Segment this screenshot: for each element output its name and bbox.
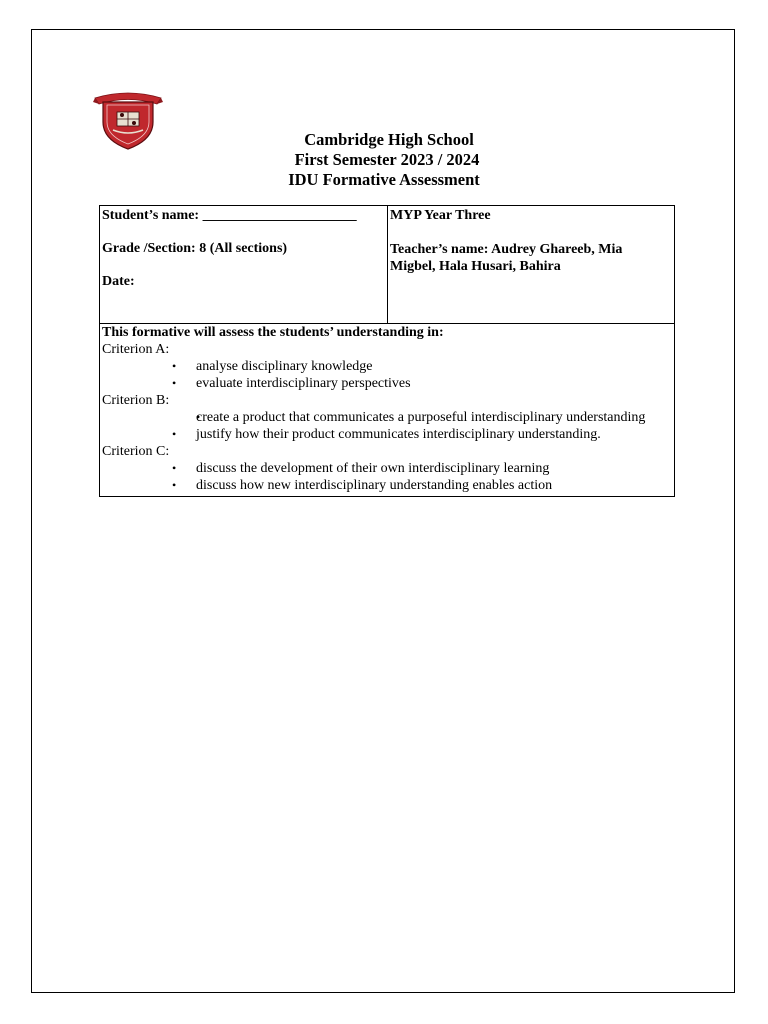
list-item: • justify how their product communicates interdisciplinary understanding.: [172, 426, 672, 443]
assessment-title: IDU Formative Assessment: [288, 170, 480, 189]
criteria-cell: [100, 324, 675, 497]
criterion-b-label: Criterion B:: [102, 393, 170, 408]
year-label: MYP Year Three: [390, 208, 491, 223]
criterion-a-list: [102, 358, 672, 392]
criterion-c-label: Criterion C:: [102, 444, 170, 459]
student-info-cell: [100, 206, 388, 324]
list-item: • discuss how new interdisciplinary understanding enables action: [172, 477, 672, 494]
criterion-b-list: [102, 409, 672, 443]
grade-section-label: Grade /Section: 8 (All sections): [102, 241, 288, 256]
date-field[interactable]: Date:: [102, 274, 135, 289]
teacher-names-line1: Teacher’s name: Audrey Ghareeb, Mia: [390, 242, 623, 257]
student-info-row: [100, 206, 675, 324]
assessment-info-table: [99, 205, 675, 497]
list-item: • evaluate interdisciplinary perspectives: [172, 375, 672, 392]
criterion-a-label: Criterion A:: [102, 342, 170, 357]
list-item: • analyse disciplinary knowledge: [172, 358, 672, 375]
student-name-field[interactable]: Student’s name: ______________________: [102, 208, 357, 223]
teacher-names-line2: Migbel, Hala Husari, Bahira: [390, 259, 561, 274]
criterion-c-list: [102, 460, 672, 494]
semester-title: First Semester 2023 / 2024: [294, 150, 480, 169]
list-item: • create a product that communicates a purposeful interdisciplinary understanding: [172, 409, 672, 426]
criteria-row: [100, 324, 675, 497]
school-name: Cambridge High School: [304, 130, 474, 149]
list-item: • discuss the development of their own interdisciplinary learning: [172, 460, 672, 477]
course-info-cell: [388, 206, 675, 324]
criteria-intro: This formative will assess the students’ understanding in:: [102, 325, 444, 340]
document-header: [0, 130, 768, 190]
